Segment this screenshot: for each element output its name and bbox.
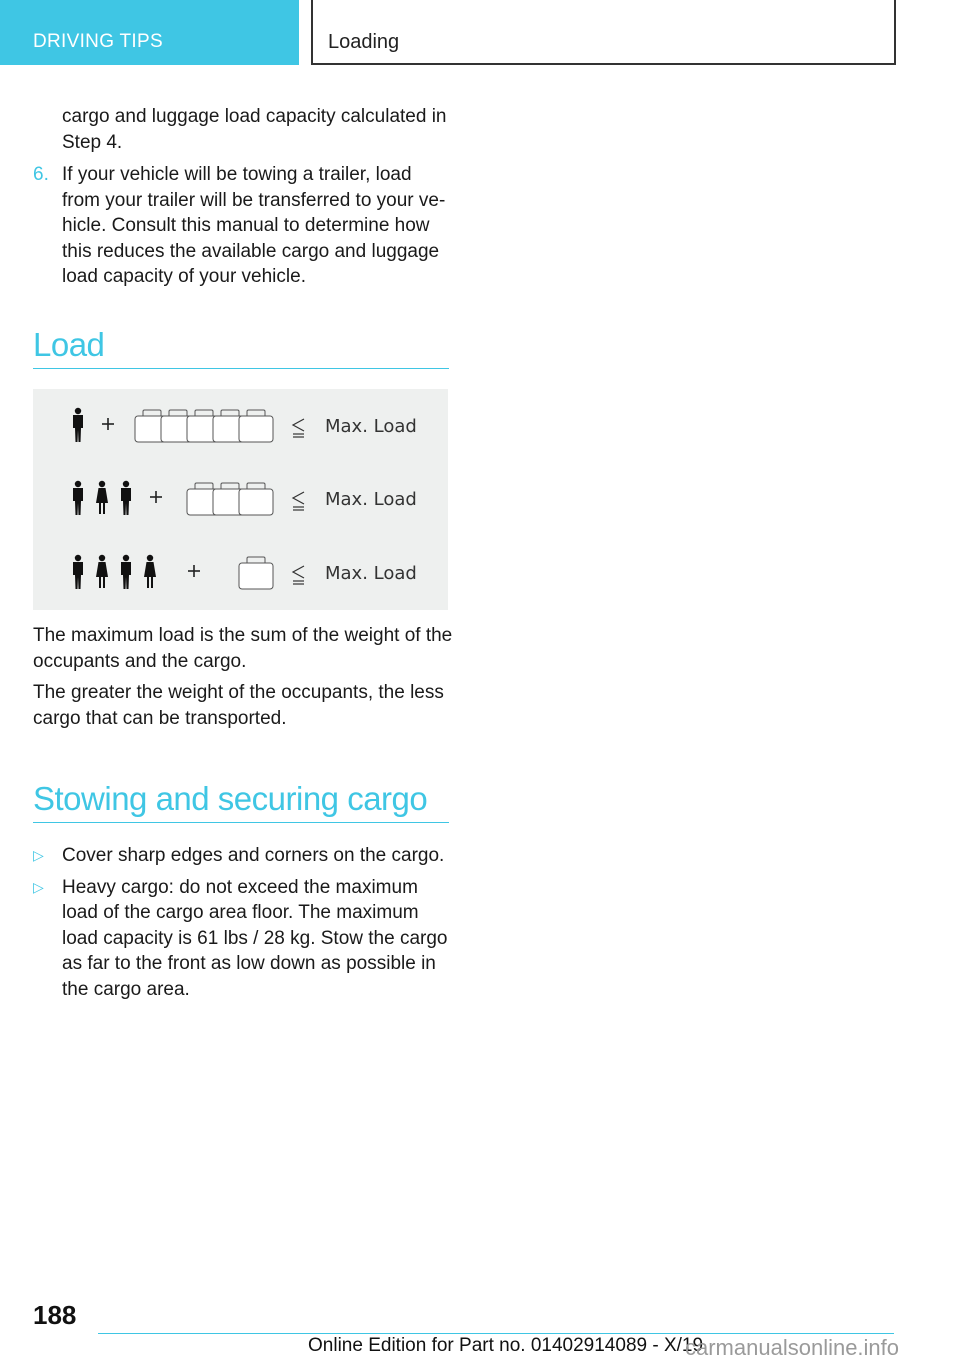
page-number: 188: [33, 1300, 77, 1330]
list-item: [33, 875, 453, 1003]
male-person-icon: [73, 555, 83, 589]
load-heading: Load: [33, 326, 105, 363]
plus-icon: [188, 565, 200, 577]
stowing-heading-block: [33, 780, 449, 823]
plus-icon: [150, 491, 162, 503]
triangle-bullet-icon: ▷: [33, 878, 44, 895]
luggage-icon: [239, 483, 273, 515]
male-person-icon: [73, 408, 83, 442]
load-para-1-text: The maximum load is the sum of the weight of the occupants and the cargo.: [33, 625, 453, 672]
less-or-equal-icon: [293, 419, 304, 437]
triangle-bullet-icon: ▷: [33, 847, 44, 863]
chapter-title: Loading: [328, 31, 400, 53]
load-paragraph-1: [33, 623, 453, 674]
step-text: If your vehicle will be towing a trailer, load from your trailer will be transferred to your ve-hicle. Consult this manual to determine how this reduces the available cargo and luggage load capacity of your vehicle.: [62, 164, 446, 287]
chapter-tab: [311, 0, 896, 65]
bullet-text: Heavy cargo: do not exceed the maximum load of the cargo area floor. The maximum load capacity is 61 lbs / 28 kg. Stow the cargo as far to the front as low down as possible in the cargo area.: [62, 876, 448, 1000]
max-load-label: Max. Load: [325, 416, 417, 437]
luggage-icon: [239, 557, 273, 589]
section-title: DRIVING TIPS: [33, 31, 163, 52]
watermark: carmanualsonline.info: [685, 1335, 900, 1360]
stowing-bullet-list: [33, 843, 453, 1008]
male-person-icon: [121, 481, 131, 515]
list-item: [33, 843, 453, 869]
max-load-label: Max. Load: [325, 489, 417, 510]
section-tab: [0, 0, 299, 65]
luggage-icon: [239, 410, 273, 442]
max-load-illustration: [33, 389, 448, 610]
male-person-icon: [121, 555, 131, 589]
bullet-text: Cover sharp edges and corners on the cargo.: [62, 845, 445, 866]
max-load-figure: [33, 389, 448, 610]
female-person-icon: [96, 481, 108, 514]
continued-text: cargo and luggage load capacity calculated in Step 4.: [62, 106, 447, 153]
load-para-2-text: The greater the weight of the occupants, the less cargo that can be transported.: [33, 682, 444, 729]
load-heading-block: [33, 326, 449, 369]
female-person-icon: [144, 555, 156, 588]
footer-divider: [98, 1333, 894, 1334]
continued-paragraph: [62, 104, 452, 155]
step-number: 6.: [33, 164, 49, 185]
edition-footer: Online Edition for Part no. 01402914089 - X/19: [308, 1335, 704, 1356]
female-person-icon: [96, 555, 108, 588]
less-or-equal-icon: [293, 492, 304, 510]
max-load-label: Max. Load: [325, 563, 417, 584]
male-person-icon: [73, 481, 83, 515]
stowing-heading: Stowing and securing cargo: [33, 780, 428, 817]
load-paragraph-2: [33, 680, 453, 731]
plus-icon: [102, 418, 114, 430]
less-or-equal-icon: [293, 566, 304, 584]
